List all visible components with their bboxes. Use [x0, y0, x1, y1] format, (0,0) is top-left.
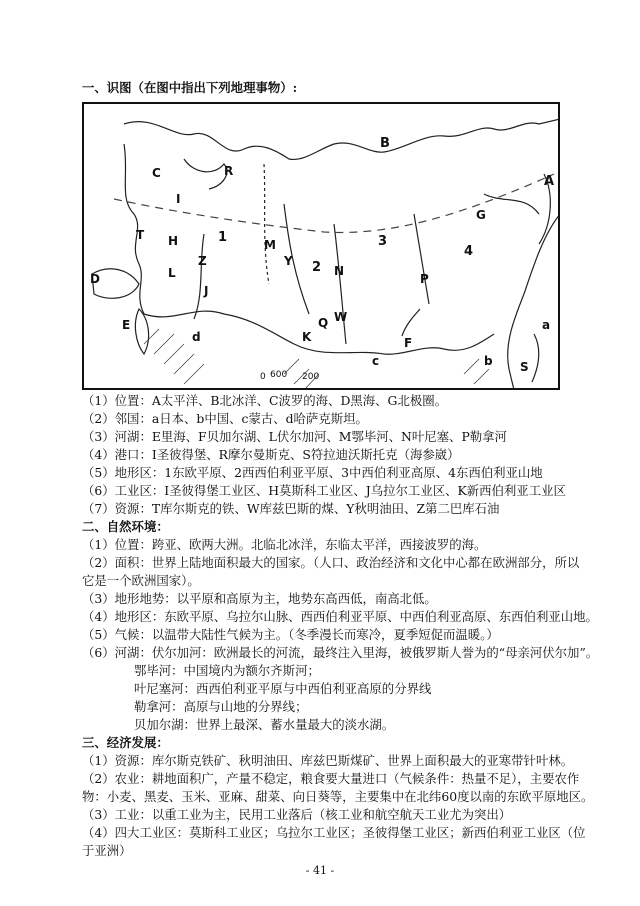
map-label-F: F	[404, 336, 413, 350]
nature-6: （6）河湖：伏尔加河：欧洲最长的河流，最终注入里海，被俄罗斯人誉为的“母亲河伏尔加”。	[82, 645, 599, 660]
nature-2: （2）面积：世界上陆地面积最大的国家。（人口、政治经济和文化中心都在欧洲部分，所以	[82, 555, 580, 570]
map-label-G: G	[476, 208, 486, 222]
map-label-T: T	[136, 228, 145, 242]
economy-2-cont: 物：小麦、黑麦、玉米、亚麻、甜菜、向日葵等，主要集中在北纬60度以南的东欧平原地区。	[82, 789, 594, 804]
scale-600: 600	[270, 370, 288, 380]
economy-4: （4）四大工业区：莫斯科工业区；乌拉尔工业区；圣彼得堡工业区；新西伯利亚工业区（位	[82, 825, 586, 840]
map-label-a: a	[542, 318, 551, 332]
recog-7: （7）资源：T库尔斯克的铁、W库兹巴斯的煤、Y秋明油田、Z第二巴库石油	[82, 501, 500, 516]
recog-5: （5）地形区：1东欧平原、2西西伯利亚平原、3中西伯利亚高原、4东西伯利亚山地	[82, 465, 543, 480]
recog-2: （2）邻国：a日本、b中国、c蒙古、d哈萨克斯坦。	[82, 411, 368, 426]
map-label-M: M	[264, 238, 276, 252]
map-label-D: D	[90, 272, 100, 286]
nature-3: （3）地形地势：以平原和高原为主，地势东高西低，南高北低。	[82, 591, 437, 606]
section2-title: 二、自然环境：	[82, 519, 169, 534]
map-label-b: b	[484, 354, 493, 368]
map-label-Q: Q	[318, 316, 329, 330]
economy-1: （1）资源：库尔斯克铁矿、秋明油田、库兹巴斯煤矿、世界上面积最大的亚寒带针叶林。	[82, 753, 574, 768]
recog-1: （1）位置：A太平洋、B北冰洋、C波罗的海、D黑海、G北极圈。	[82, 393, 448, 408]
map-label-3: 3	[378, 234, 388, 249]
economy-3: （3）工业：以重工业为主，民用工业落后（核工业和航空航天工业尤为突出）	[82, 807, 512, 822]
recog-4: （4）港口：I圣彼得堡、R摩尔曼斯克、S符拉迪沃斯托克（海参崴）	[82, 447, 460, 462]
scale-200: 200	[302, 372, 320, 382]
map-label-H: H	[168, 234, 179, 248]
river-lena: 勒拿河：高原与山地的分界线；	[134, 699, 308, 714]
map-label-L: L	[168, 266, 176, 280]
map-label-Y: Y	[284, 254, 293, 268]
map-label-E: E	[122, 318, 131, 332]
map-drawing	[84, 104, 560, 390]
russia-map	[82, 102, 560, 390]
map-label-I: I	[176, 192, 181, 206]
map-label-A: A	[544, 174, 555, 189]
economy-4-cont: 于亚洲）	[82, 843, 132, 858]
map-label-4: 4	[464, 244, 474, 259]
section1-title: 一、识图（在图中指出下列地理事物）:	[82, 80, 298, 95]
map-label-C: C	[152, 166, 161, 180]
section3-title: 三、经济发展：	[82, 735, 169, 750]
map-label-B: B	[380, 136, 390, 151]
map-label-N: N	[334, 264, 345, 278]
recog-3: （3）河湖：E里海、F贝加尔湖、L伏尔加河、M鄂毕河、N叶尼塞、P勒拿河	[82, 429, 507, 444]
map-label-d: d	[192, 330, 201, 344]
nature-4: （4）地形区：东欧平原、乌拉尔山脉、西西伯利亚平原、中西伯利亚高原、东西伯利亚山地。	[82, 609, 598, 624]
page-number: - 41 -	[305, 864, 335, 877]
lake-baikal: 贝加尔湖：世界上最深、蓄水量最大的淡水湖。	[134, 717, 395, 732]
map-label-J: J	[204, 284, 209, 298]
economy-2: （2）农业：耕地面积广，产量不稳定，粮食要大量进口（气候条件：热量不足），主要农作	[82, 771, 580, 786]
map-label-W: W	[334, 310, 348, 324]
nature-5: （5）气候：以温带大陆性气候为主。（冬季漫长而寒冷，夏季短促而温暖。）	[82, 627, 499, 642]
nature-2-cont: 它是一个欧洲国家）。	[82, 573, 200, 588]
river-ob: 鄂毕河：中国境内为额尔齐斯河；	[134, 663, 320, 678]
map-label-R: R	[224, 164, 234, 178]
map-label-P: P	[420, 272, 429, 286]
map-label-K: K	[302, 330, 312, 344]
map-label-1: 1	[218, 230, 228, 245]
map-label-2: 2	[312, 260, 322, 275]
river-yenisei: 叶尼塞河：西西伯利亚平原与中西伯利亚高原的分界线	[134, 681, 432, 696]
scale-0: 0	[260, 372, 266, 382]
recog-6: （6）工业区：I圣彼得堡工业区、H莫斯科工业区、J乌拉尔工业区、K新西伯利亚工业区	[82, 483, 566, 498]
map-label-c: c	[372, 354, 380, 368]
map-label-S: S	[520, 360, 529, 374]
nature-1: （1）位置：跨亚、欧两大洲。北临北冰洋，东临太平洋，西接波罗的海。	[82, 537, 487, 552]
map-label-Z: Z	[198, 254, 207, 268]
